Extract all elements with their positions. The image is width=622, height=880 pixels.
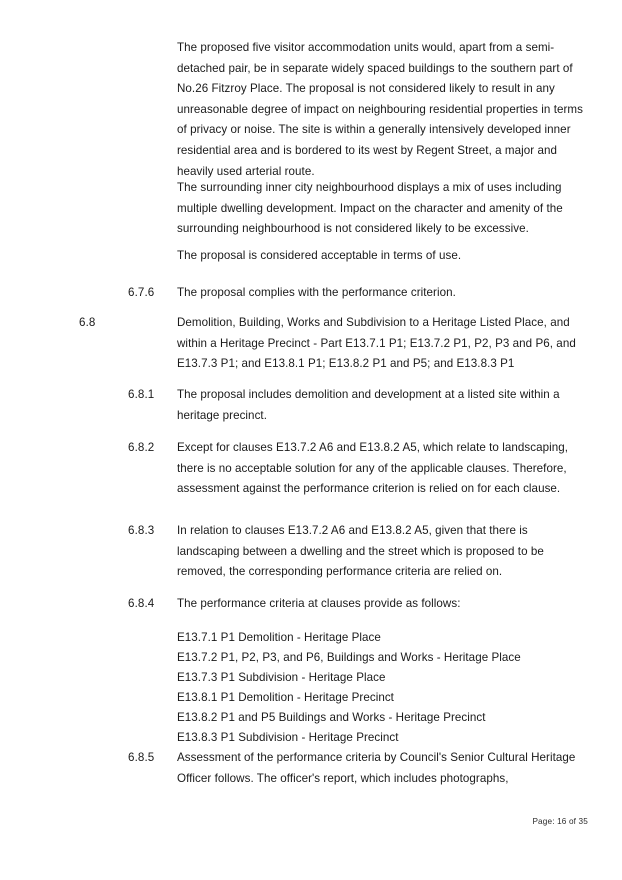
clause-text-6-8-3: In relation to clauses E13.7.2 A6 and E13.8.2 A5, given that there is landscaping between a dwelling and the street which is proposed to be removed, the corresponding performance criteria are relied on. [177,524,544,579]
list-item: E13.7.2 P1, P2, P3, and P6, Buildings and Works - Heritage Place [177,651,521,664]
clause-6-7-6 [0,283,622,299]
clause-number-6-8-5: 6.8.5 [128,751,155,764]
page-footer: Page: 16 of 35 [532,817,588,826]
clause-number-6-8: 6.8 [79,316,96,329]
list-item: E13.7.1 P1 Demolition - Heritage Place [177,631,381,644]
performance-criteria-list [177,628,590,748]
list-item: E13.7.3 P1 Subdivision - Heritage Place [177,671,386,684]
intro-paragraph-1: The proposed five visitor accommodation units would, apart from a semi-detached pair, be in separate widely spaced buildings to the southern part of No.26 Fitzroy Place. The proposal is not considered likely to result in any unreasonable degree of impact on neighbouring residential properties in terms of privacy or noise. The site is within a generally intensively developed inner residential area and is bordered to its west by Regent Street, a major and heavily used arterial route. [177,41,583,178]
clause-6-8-4 [0,594,622,610]
clause-number-6-8-4: 6.8.4 [128,597,155,610]
clause-text-6-8-5: Assessment of the performance criteria by Council's Senior Cultural Heritage Officer follows. The officer's report, which includes photographs, [177,751,576,785]
clause-6-8-3 [0,521,622,579]
clause-text-6-7-6: The proposal complies with the performance criterion. [177,286,456,299]
clause-6-8-2 [0,438,622,496]
intro-paragraph-3: The proposal is considered acceptable in terms of use. [177,249,462,262]
list-item: E13.8.3 P1 Subdivision - Heritage Precinct [177,731,399,744]
clause-number-6-7-6: 6.7.6 [128,286,155,299]
clause-text-6-8-1: The proposal includes demolition and development at a listed site within a heritage precinct. [177,388,560,422]
clause-6-8 [0,313,622,371]
clause-text-6-8-2: Except for clauses E13.7.2 A6 and E13.8.2 A5, which relate to landscaping, there is no acceptable solution for any of the applicable clauses. Therefore, assessment against the performance criterion is relied on for each clause. [177,441,569,496]
clause-number-6-8-2: 6.8.2 [128,441,155,454]
list-item: E13.8.1 P1 Demolition - Heritage Precinct [177,691,394,704]
clause-text-6-8: Demolition, Building, Works and Subdivision to a Heritage Listed Place, and within a Heritage Precinct - Part E13.7.1 P1; E13.7.2 P1, P2, P3 and P6, and E13.7.3 P1; and E13.8.1 P1; E13.8.2 P1 and P5; and E13.8.3 P1 [177,316,576,371]
clause-6-8-5 [0,748,622,785]
list-item: E13.8.2 P1 and P5 Buildings and Works - Heritage Precinct [177,711,486,724]
clause-6-8-1 [0,385,622,422]
clause-text-6-8-4: The performance criteria at clauses provide as follows: [177,597,461,610]
clause-number-6-8-1: 6.8.1 [128,388,155,401]
clause-number-6-8-3: 6.8.3 [128,524,155,537]
intro-paragraph-2: The surrounding inner city neighbourhood displays a mix of uses including multiple dwelling development. Impact on the character and amenity of the surrounding neighbourhood is not considered likely to be excessive. [177,181,563,236]
